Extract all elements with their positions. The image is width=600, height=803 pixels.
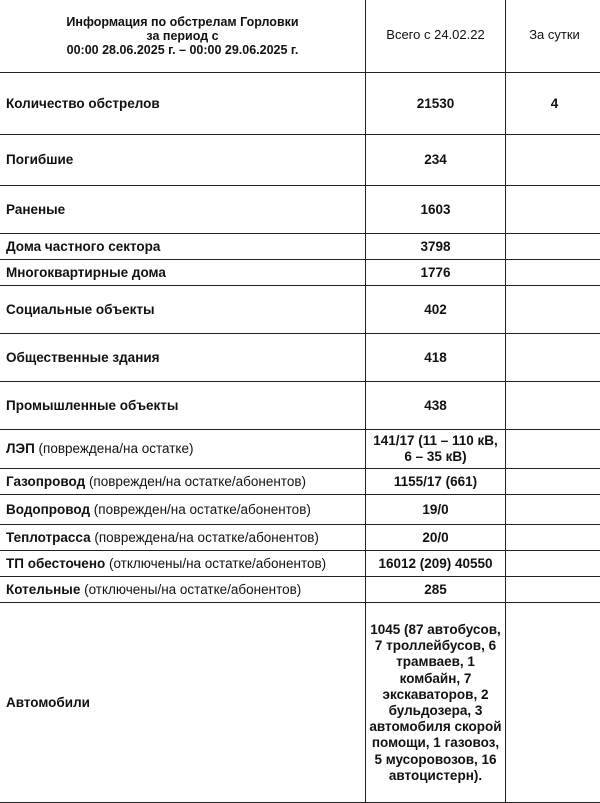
header-total: Всего с 24.02.22 — [366, 0, 506, 73]
row-day — [506, 495, 600, 525]
row-total: 3798 — [366, 234, 506, 260]
title-line-3: 00:00 28.06.2025 г. – 00:00 29.06.2025 г. — [6, 43, 359, 57]
row-day — [506, 525, 600, 551]
table-row — [0, 234, 600, 260]
row-day: 4 — [506, 73, 600, 135]
row-label: Газопровод (поврежден/на остатке/абонентов) — [0, 469, 366, 495]
row-total: 16012 (209) 40550 — [366, 551, 506, 577]
table-row — [0, 577, 600, 603]
table-row — [0, 135, 600, 186]
row-label: Дома частного сектора — [0, 234, 366, 260]
row-label: Многоквартирные дома — [0, 260, 366, 286]
row-label: Автомобили — [0, 603, 366, 803]
row-total: 1045 (87 автобусов, 7 троллейбусов, 6 трамваев, 1 комбайн, 7 экскаваторов, 2 бульдозера, 3 автомобиля скорой помощи, 1 газовоз, 5 мусоровозов, 16 автоцистерн). — [366, 603, 506, 803]
table-row — [0, 430, 600, 469]
table-row — [0, 286, 600, 334]
row-total: 402 — [366, 286, 506, 334]
row-total: 1155/17 (661) — [366, 469, 506, 495]
table-row — [0, 469, 600, 495]
row-label: Теплотрасса (повреждена/на остатке/абонентов) — [0, 525, 366, 551]
table-row — [0, 382, 600, 430]
row-label: Социальные объекты — [0, 286, 366, 334]
header-day: За сутки — [506, 0, 600, 73]
row-day — [506, 430, 600, 469]
table-row — [0, 525, 600, 551]
row-total: 141/17 (11 – 110 кВ, 6 – 35 кВ) — [366, 430, 506, 469]
row-day — [506, 603, 600, 803]
report-title — [0, 0, 366, 73]
row-day — [506, 286, 600, 334]
row-total: 234 — [366, 135, 506, 186]
row-total: 21530 — [366, 73, 506, 135]
row-total: 1776 — [366, 260, 506, 286]
row-label: ТП обесточено (отключены/на остатке/абонентов) — [0, 551, 366, 577]
row-total: 418 — [366, 334, 506, 382]
row-day — [506, 135, 600, 186]
row-label: Котельные (отключены/на остатке/абонентов) — [0, 577, 366, 603]
row-label: Количество обстрелов — [0, 73, 366, 135]
row-day — [506, 234, 600, 260]
table-row — [0, 495, 600, 525]
title-line-1: Информация по обстрелам Горловки — [6, 15, 359, 29]
table-row — [0, 603, 600, 803]
row-total: 1603 — [366, 186, 506, 234]
header-row — [0, 0, 600, 73]
row-day — [506, 186, 600, 234]
row-label: Общественные здания — [0, 334, 366, 382]
table-row — [0, 551, 600, 577]
row-label: Промышленные объекты — [0, 382, 366, 430]
row-label: Раненые — [0, 186, 366, 234]
row-day — [506, 382, 600, 430]
row-total: 438 — [366, 382, 506, 430]
row-day — [506, 577, 600, 603]
title-line-2: за период с — [6, 29, 359, 43]
row-label: Погибшие — [0, 135, 366, 186]
row-total: 20/0 — [366, 525, 506, 551]
row-day — [506, 260, 600, 286]
table-row — [0, 73, 600, 135]
row-label: Водопровод (поврежден/на остатке/абонентов) — [0, 495, 366, 525]
row-day — [506, 469, 600, 495]
row-day — [506, 334, 600, 382]
row-total: 19/0 — [366, 495, 506, 525]
row-total: 285 — [366, 577, 506, 603]
row-label: ЛЭП (повреждена/на остатке) — [0, 430, 366, 469]
table-row — [0, 260, 600, 286]
table-row — [0, 334, 600, 382]
row-day — [506, 551, 600, 577]
table-row — [0, 186, 600, 234]
